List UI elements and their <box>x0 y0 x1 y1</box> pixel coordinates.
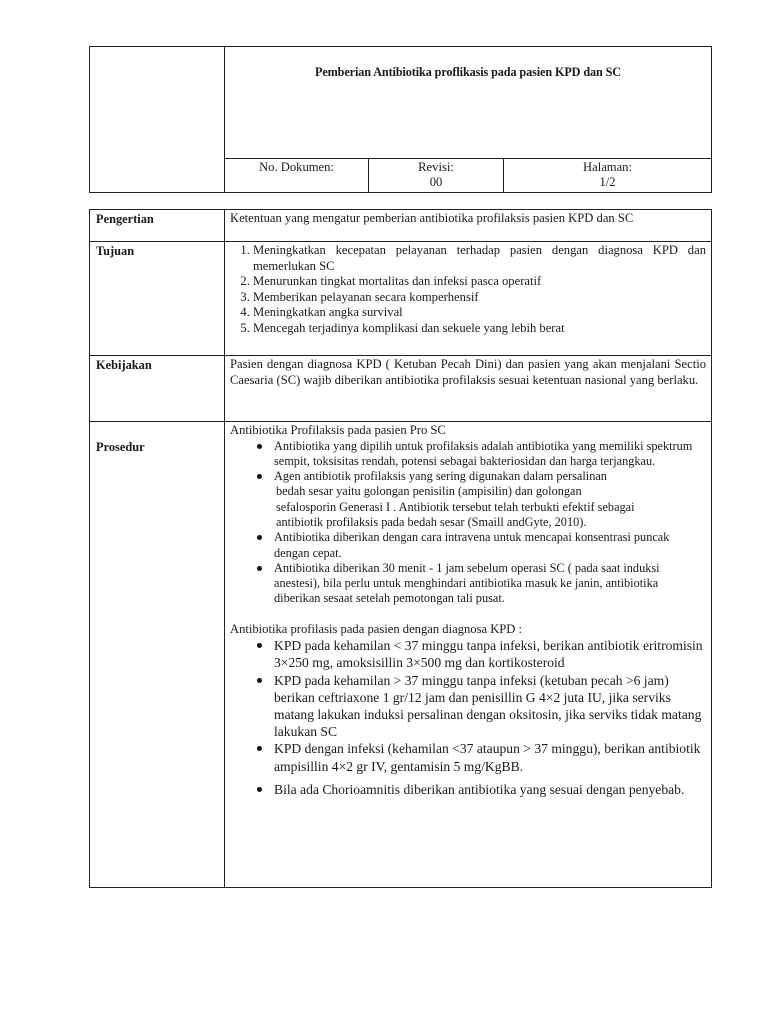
prosedur-section1-title: Antibiotika Profilaksis pada pasien Pro SC <box>230 423 446 437</box>
list-item: Antibiotika diberikan 30 menit - 1 jam sebelum operasi SC ( pada saat induksi anestesi), bila perlu untuk menghindari antibiotika masuk ke janin, antibiotika diberikan sesaat setelah pemotongan tali pusat. <box>274 561 706 607</box>
tujuan-item: 1. Meningkatkan kecepatan pelayanan terhadap pasien dengan diagnosa KPD dan memerlukan SC <box>253 243 706 274</box>
row-prosedur <box>90 422 712 888</box>
prosedur-label: Prosedur <box>90 422 225 888</box>
revisi-value: 00 <box>429 175 443 189</box>
list-item-line: Agen antibiotik profilaksis yang sering digunakan dalam persalinan <box>274 469 607 484</box>
tujuan-label: Tujuan <box>90 242 225 356</box>
row-tujuan <box>90 242 712 356</box>
revisi-cell <box>369 159 504 193</box>
list-item: Bila ada Chorioamnitis diberikan antibiotika yang sesuai dengan penyebab. <box>274 781 706 798</box>
title-cell <box>225 47 712 159</box>
kebijakan-text: Pasien dengan diagnosa KPD ( Ketuban Pecah Dini) dan pasien yang akan menjalani Sectio Caesaria (SC) wajib diberikan antibiotika profilaksis sesuai ketentuan nasional yang berlaku. <box>225 356 712 422</box>
tujuan-content <box>225 242 712 356</box>
list-item: KPD dengan infeksi (kehamilan <37 ataupun > 37 minggu), berikan antibiotik ampisillin 4×2 gr IV, gentamisin 5 mg/KgBB. <box>274 740 706 774</box>
row-pengertian <box>90 210 712 242</box>
tujuan-item: 4. Meningkatkan angka survival <box>253 305 706 321</box>
document-title: Pemberian Antibiotika proflikasis pada pasien KPD dan SC <box>314 65 622 79</box>
list-item: Antibiotika diberikan dengan cara intravena untuk mencapai konsentrasi puncak dengan cepat. <box>274 530 706 561</box>
prosedur-section2-title: Antibiotika profilasis pada pasien dengan diagnosa KPD : <box>230 621 523 636</box>
tujuan-item: 3. Memberikan pelayanan secara komperhensif <box>253 290 706 306</box>
kebijakan-label: Kebijakan <box>90 356 225 422</box>
prosedur-content <box>225 422 712 888</box>
prosedur-section1-list <box>230 439 706 607</box>
list-item-line: sefalosporin Generasi I . Antibiotik tersebut telah terbukti efektif sebagai <box>276 499 635 514</box>
prosedur-section2-list <box>230 637 706 798</box>
procedure-table <box>89 209 712 888</box>
halaman-label: Halaman: <box>583 160 632 174</box>
list-item: Antibiotika yang dipilih untuk profilaksis adalah antibiotika yang memiliki spektrum sempit, toksisitas rendah, potensi sebagai bakteriosidan dan harga terjangkau. <box>274 439 706 470</box>
list-item-line: antibiotik profilaksis pada bedah sesar (Smaill andGyte, 2010). <box>276 514 587 529</box>
row-kebijakan <box>90 356 712 422</box>
pengertian-text: Ketentuan yang mengatur pemberian antibiotika profilaksis pasien KPD dan SC <box>225 210 712 242</box>
tujuan-list <box>230 243 706 336</box>
list-item-line: bedah sesar yaitu golongan penisilin (ampisilin) dan golongan <box>276 484 582 499</box>
list-item <box>274 469 706 530</box>
document-header-table <box>89 46 712 193</box>
tujuan-item: 2. Menurunkan tingkat mortalitas dan infeksi pasca operatif <box>253 274 706 290</box>
logo-cell <box>90 47 225 193</box>
revisi-label: Revisi: <box>418 160 454 174</box>
halaman-value: 1/2 <box>599 175 616 189</box>
no-dokumen-label: No. Dokumen: <box>259 160 334 174</box>
list-item: KPD pada kehamilan < 37 minggu tanpa infeksi, berikan antibiotik eritromisin 3×250 mg, amoksisillin 3×500 mg dan kortikosteroid <box>274 637 706 671</box>
no-dokumen-cell <box>225 159 369 193</box>
halaman-cell <box>504 159 712 193</box>
pengertian-label: Pengertian <box>90 210 225 242</box>
list-item: KPD pada kehamilan > 37 minggu tanpa infeksi (ketuban pecah >6 jam) berikan ceftriaxone 1 gr/12 jam dan penisillin G 4×2 juta IU, jika serviks matang lakukan induksi persalinan dengan oksitosin, jika serviks tidak matang lakukan SC <box>274 672 706 741</box>
tujuan-item: 5. Mencegah terjadinya komplikasi dan sekuele yang lebih berat <box>253 321 706 337</box>
